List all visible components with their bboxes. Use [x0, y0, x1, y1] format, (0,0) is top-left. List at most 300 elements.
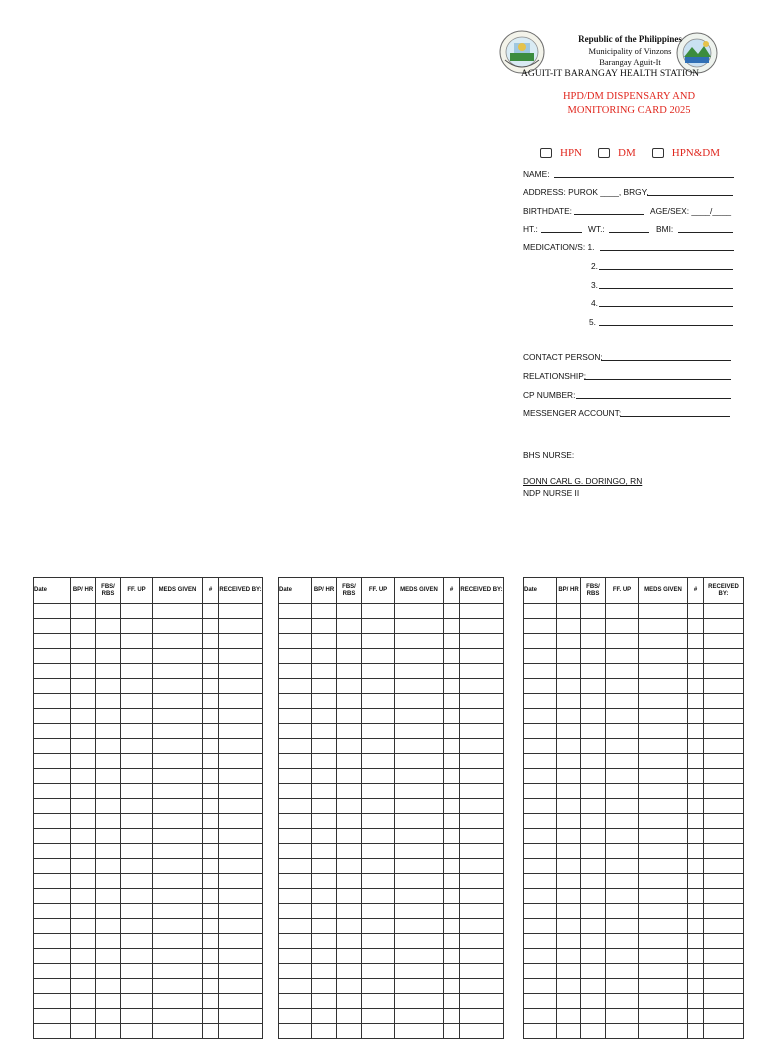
table-cell[interactable] — [639, 799, 688, 814]
table-cell[interactable] — [688, 919, 704, 934]
table-cell[interactable] — [524, 994, 557, 1009]
table-cell[interactable] — [362, 619, 395, 634]
table-cell[interactable] — [279, 604, 312, 619]
table-cell[interactable] — [153, 949, 203, 964]
ht-field[interactable] — [541, 232, 582, 233]
table-cell[interactable] — [337, 724, 362, 739]
table-cell[interactable] — [71, 679, 96, 694]
table-cell[interactable] — [279, 709, 312, 724]
table-cell[interactable] — [444, 649, 460, 664]
medication-5-field[interactable] — [599, 325, 733, 326]
table-cell[interactable] — [219, 604, 263, 619]
table-cell[interactable] — [639, 829, 688, 844]
table-cell[interactable] — [203, 679, 219, 694]
table-cell[interactable] — [34, 619, 71, 634]
table-cell[interactable] — [444, 799, 460, 814]
table-cell[interactable] — [639, 859, 688, 874]
table-cell[interactable] — [688, 694, 704, 709]
table-cell[interactable] — [312, 664, 337, 679]
table-cell[interactable] — [524, 679, 557, 694]
table-cell[interactable] — [444, 904, 460, 919]
table-cell[interactable] — [121, 679, 153, 694]
table-cell[interactable] — [460, 634, 504, 649]
table-cell[interactable] — [96, 814, 121, 829]
table-cell[interactable] — [96, 904, 121, 919]
table-cell[interactable] — [557, 784, 581, 799]
table-cell[interactable] — [704, 604, 744, 619]
table-cell[interactable] — [444, 619, 460, 634]
table-cell[interactable] — [704, 664, 744, 679]
table-cell[interactable] — [153, 979, 203, 994]
table-cell[interactable] — [279, 799, 312, 814]
table-cell[interactable] — [279, 859, 312, 874]
table-cell[interactable] — [96, 754, 121, 769]
table-cell[interactable] — [219, 709, 263, 724]
table-cell[interactable] — [395, 679, 444, 694]
table-cell[interactable] — [704, 859, 744, 874]
table-cell[interactable] — [395, 994, 444, 1009]
table-cell[interactable] — [704, 739, 744, 754]
medication-2-field[interactable] — [599, 269, 733, 270]
table-cell[interactable] — [362, 874, 395, 889]
table-cell[interactable] — [203, 949, 219, 964]
table-cell[interactable] — [639, 994, 688, 1009]
table-cell[interactable] — [362, 994, 395, 1009]
table-cell[interactable] — [704, 724, 744, 739]
table-cell[interactable] — [704, 919, 744, 934]
table-cell[interactable] — [524, 634, 557, 649]
table-cell[interactable] — [34, 934, 71, 949]
table-cell[interactable] — [395, 784, 444, 799]
table-cell[interactable] — [153, 634, 203, 649]
hpn-checkbox[interactable] — [540, 148, 552, 158]
table-cell[interactable] — [71, 754, 96, 769]
table-cell[interactable] — [203, 964, 219, 979]
table-cell[interactable] — [121, 724, 153, 739]
table-cell[interactable] — [71, 859, 96, 874]
table-cell[interactable] — [203, 649, 219, 664]
table-cell[interactable] — [219, 904, 263, 919]
table-cell[interactable] — [337, 604, 362, 619]
table-cell[interactable] — [704, 844, 744, 859]
table-cell[interactable] — [460, 754, 504, 769]
medication-3-field[interactable] — [599, 288, 733, 289]
table-cell[interactable] — [581, 754, 606, 769]
table-cell[interactable] — [639, 619, 688, 634]
table-cell[interactable] — [337, 739, 362, 754]
table-cell[interactable] — [460, 1009, 504, 1024]
table-cell[interactable] — [337, 799, 362, 814]
table-cell[interactable] — [444, 739, 460, 754]
table-cell[interactable] — [460, 694, 504, 709]
table-cell[interactable] — [121, 919, 153, 934]
table-cell[interactable] — [312, 994, 337, 1009]
table-cell[interactable] — [362, 889, 395, 904]
table-cell[interactable] — [524, 784, 557, 799]
table-cell[interactable] — [312, 1024, 337, 1039]
table-cell[interactable] — [639, 1024, 688, 1039]
table-cell[interactable] — [153, 709, 203, 724]
table-cell[interactable] — [279, 724, 312, 739]
table-cell[interactable] — [524, 739, 557, 754]
table-cell[interactable] — [71, 904, 96, 919]
table-cell[interactable] — [71, 994, 96, 1009]
table-cell[interactable] — [153, 739, 203, 754]
table-cell[interactable] — [704, 1024, 744, 1039]
table-cell[interactable] — [524, 1024, 557, 1039]
table-cell[interactable] — [704, 619, 744, 634]
table-cell[interactable] — [203, 784, 219, 799]
table-cell[interactable] — [395, 949, 444, 964]
table-cell[interactable] — [203, 709, 219, 724]
table-cell[interactable] — [524, 769, 557, 784]
table-cell[interactable] — [279, 754, 312, 769]
table-cell[interactable] — [444, 949, 460, 964]
table-cell[interactable] — [71, 889, 96, 904]
table-cell[interactable] — [444, 769, 460, 784]
table-cell[interactable] — [639, 739, 688, 754]
table-cell[interactable] — [312, 679, 337, 694]
table-cell[interactable] — [639, 784, 688, 799]
table-cell[interactable] — [121, 604, 153, 619]
table-cell[interactable] — [203, 694, 219, 709]
table-cell[interactable] — [639, 724, 688, 739]
table-cell[interactable] — [557, 889, 581, 904]
table-cell[interactable] — [606, 844, 639, 859]
table-cell[interactable] — [96, 604, 121, 619]
table-cell[interactable] — [395, 664, 444, 679]
table-cell[interactable] — [337, 649, 362, 664]
table-cell[interactable] — [203, 919, 219, 934]
table-cell[interactable] — [606, 679, 639, 694]
table-cell[interactable] — [362, 634, 395, 649]
table-cell[interactable] — [312, 844, 337, 859]
table-cell[interactable] — [606, 979, 639, 994]
table-cell[interactable] — [279, 994, 312, 1009]
table-cell[interactable] — [606, 754, 639, 769]
table-cell[interactable] — [704, 934, 744, 949]
table-cell[interactable] — [279, 934, 312, 949]
table-cell[interactable] — [460, 874, 504, 889]
table-cell[interactable] — [337, 919, 362, 934]
table-cell[interactable] — [395, 859, 444, 874]
table-cell[interactable] — [606, 784, 639, 799]
table-cell[interactable] — [153, 829, 203, 844]
table-cell[interactable] — [279, 889, 312, 904]
table-cell[interactable] — [557, 964, 581, 979]
table-cell[interactable] — [362, 649, 395, 664]
table-cell[interactable] — [524, 829, 557, 844]
table-cell[interactable] — [362, 919, 395, 934]
table-cell[interactable] — [581, 769, 606, 784]
table-cell[interactable] — [581, 649, 606, 664]
table-cell[interactable] — [312, 904, 337, 919]
table-cell[interactable] — [460, 964, 504, 979]
table-cell[interactable] — [312, 649, 337, 664]
table-cell[interactable] — [121, 769, 153, 784]
table-cell[interactable] — [524, 664, 557, 679]
table-cell[interactable] — [153, 874, 203, 889]
table-cell[interactable] — [581, 799, 606, 814]
table-cell[interactable] — [71, 799, 96, 814]
table-cell[interactable] — [203, 799, 219, 814]
table-cell[interactable] — [395, 754, 444, 769]
table-cell[interactable] — [688, 619, 704, 634]
table-cell[interactable] — [704, 1009, 744, 1024]
table-cell[interactable] — [362, 784, 395, 799]
table-cell[interactable] — [606, 694, 639, 709]
table-cell[interactable] — [524, 859, 557, 874]
table-cell[interactable] — [203, 889, 219, 904]
table-cell[interactable] — [312, 709, 337, 724]
table-cell[interactable] — [688, 979, 704, 994]
table-cell[interactable] — [444, 634, 460, 649]
table-cell[interactable] — [34, 709, 71, 724]
table-cell[interactable] — [34, 874, 71, 889]
table-cell[interactable] — [557, 979, 581, 994]
table-cell[interactable] — [557, 769, 581, 784]
table-cell[interactable] — [524, 904, 557, 919]
table-cell[interactable] — [203, 829, 219, 844]
table-cell[interactable] — [71, 829, 96, 844]
table-cell[interactable] — [444, 754, 460, 769]
table-cell[interactable] — [524, 874, 557, 889]
table-cell[interactable] — [71, 1009, 96, 1024]
table-cell[interactable] — [219, 619, 263, 634]
table-cell[interactable] — [524, 934, 557, 949]
table-cell[interactable] — [219, 799, 263, 814]
table-cell[interactable] — [279, 784, 312, 799]
table-cell[interactable] — [581, 844, 606, 859]
table-cell[interactable] — [688, 1024, 704, 1039]
table-cell[interactable] — [219, 934, 263, 949]
table-cell[interactable] — [704, 814, 744, 829]
table-cell[interactable] — [219, 874, 263, 889]
table-cell[interactable] — [639, 919, 688, 934]
table-cell[interactable] — [121, 1009, 153, 1024]
table-cell[interactable] — [203, 904, 219, 919]
table-cell[interactable] — [395, 934, 444, 949]
table-cell[interactable] — [121, 994, 153, 1009]
table-cell[interactable] — [581, 979, 606, 994]
table-cell[interactable] — [203, 874, 219, 889]
table-cell[interactable] — [524, 754, 557, 769]
table-cell[interactable] — [96, 1024, 121, 1039]
table-cell[interactable] — [279, 619, 312, 634]
table-cell[interactable] — [279, 829, 312, 844]
table-cell[interactable] — [279, 739, 312, 754]
table-cell[interactable] — [71, 709, 96, 724]
table-cell[interactable] — [34, 649, 71, 664]
table-cell[interactable] — [121, 949, 153, 964]
table-cell[interactable] — [639, 664, 688, 679]
table-cell[interactable] — [279, 964, 312, 979]
table-cell[interactable] — [219, 649, 263, 664]
table-cell[interactable] — [121, 634, 153, 649]
table-cell[interactable] — [219, 829, 263, 844]
table-cell[interactable] — [606, 904, 639, 919]
table-cell[interactable] — [524, 919, 557, 934]
cp-number-field[interactable] — [576, 398, 731, 399]
table-cell[interactable] — [581, 664, 606, 679]
table-cell[interactable] — [606, 919, 639, 934]
table-cell[interactable] — [581, 709, 606, 724]
table-cell[interactable] — [34, 949, 71, 964]
table-cell[interactable] — [96, 874, 121, 889]
table-cell[interactable] — [639, 949, 688, 964]
table-cell[interactable] — [395, 604, 444, 619]
table-cell[interactable] — [34, 844, 71, 859]
table-cell[interactable] — [688, 889, 704, 904]
table-cell[interactable] — [606, 994, 639, 1009]
table-cell[interactable] — [121, 979, 153, 994]
table-cell[interactable] — [688, 949, 704, 964]
table-cell[interactable] — [444, 664, 460, 679]
table-cell[interactable] — [34, 604, 71, 619]
table-cell[interactable] — [688, 799, 704, 814]
table-cell[interactable] — [279, 694, 312, 709]
table-cell[interactable] — [460, 889, 504, 904]
table-cell[interactable] — [524, 814, 557, 829]
table-cell[interactable] — [581, 1024, 606, 1039]
table-cell[interactable] — [153, 859, 203, 874]
table-cell[interactable] — [557, 844, 581, 859]
table-cell[interactable] — [203, 1009, 219, 1024]
table-cell[interactable] — [688, 664, 704, 679]
table-cell[interactable] — [606, 1009, 639, 1024]
table-cell[interactable] — [460, 979, 504, 994]
table-cell[interactable] — [581, 919, 606, 934]
table-cell[interactable] — [395, 829, 444, 844]
table-cell[interactable] — [203, 1024, 219, 1039]
medication-4-field[interactable] — [599, 306, 733, 307]
table-cell[interactable] — [337, 964, 362, 979]
table-cell[interactable] — [121, 934, 153, 949]
table-cell[interactable] — [704, 769, 744, 784]
table-cell[interactable] — [121, 619, 153, 634]
table-cell[interactable] — [606, 814, 639, 829]
table-cell[interactable] — [688, 724, 704, 739]
table-cell[interactable] — [704, 784, 744, 799]
table-cell[interactable] — [581, 874, 606, 889]
table-cell[interactable] — [96, 979, 121, 994]
table-cell[interactable] — [639, 634, 688, 649]
address-field[interactable] — [647, 195, 733, 196]
table-cell[interactable] — [639, 649, 688, 664]
table-cell[interactable] — [312, 964, 337, 979]
table-cell[interactable] — [153, 889, 203, 904]
wt-field[interactable] — [609, 232, 649, 233]
table-cell[interactable] — [557, 724, 581, 739]
table-cell[interactable] — [688, 829, 704, 844]
table-cell[interactable] — [71, 619, 96, 634]
table-cell[interactable] — [153, 1024, 203, 1039]
table-cell[interactable] — [96, 949, 121, 964]
table-cell[interactable] — [606, 874, 639, 889]
table-cell[interactable] — [444, 829, 460, 844]
table-cell[interactable] — [279, 874, 312, 889]
table-cell[interactable] — [203, 664, 219, 679]
table-cell[interactable] — [219, 889, 263, 904]
table-cell[interactable] — [395, 799, 444, 814]
table-cell[interactable] — [203, 814, 219, 829]
table-cell[interactable] — [557, 1009, 581, 1024]
table-cell[interactable] — [219, 964, 263, 979]
table-cell[interactable] — [524, 1009, 557, 1024]
table-cell[interactable] — [219, 1009, 263, 1024]
table-cell[interactable] — [362, 724, 395, 739]
table-cell[interactable] — [524, 649, 557, 664]
table-cell[interactable] — [606, 604, 639, 619]
table-cell[interactable] — [557, 859, 581, 874]
table-cell[interactable] — [219, 814, 263, 829]
table-cell[interactable] — [121, 874, 153, 889]
table-cell[interactable] — [606, 799, 639, 814]
table-cell[interactable] — [203, 619, 219, 634]
table-cell[interactable] — [337, 769, 362, 784]
table-cell[interactable] — [337, 904, 362, 919]
table-cell[interactable] — [153, 784, 203, 799]
table-cell[interactable] — [688, 769, 704, 784]
table-cell[interactable] — [460, 679, 504, 694]
table-cell[interactable] — [96, 694, 121, 709]
table-cell[interactable] — [362, 1009, 395, 1024]
table-cell[interactable] — [395, 724, 444, 739]
table-cell[interactable] — [444, 709, 460, 724]
table-cell[interactable] — [688, 634, 704, 649]
table-cell[interactable] — [460, 649, 504, 664]
table-cell[interactable] — [460, 739, 504, 754]
table-cell[interactable] — [460, 844, 504, 859]
table-cell[interactable] — [362, 1024, 395, 1039]
table-cell[interactable] — [704, 979, 744, 994]
table-cell[interactable] — [606, 619, 639, 634]
table-cell[interactable] — [153, 664, 203, 679]
table-cell[interactable] — [337, 679, 362, 694]
table-cell[interactable] — [71, 694, 96, 709]
table-cell[interactable] — [203, 754, 219, 769]
table-cell[interactable] — [688, 739, 704, 754]
table-cell[interactable] — [688, 649, 704, 664]
table-cell[interactable] — [395, 919, 444, 934]
table-cell[interactable] — [606, 1024, 639, 1039]
table-cell[interactable] — [121, 739, 153, 754]
table-cell[interactable] — [362, 964, 395, 979]
table-cell[interactable] — [34, 1009, 71, 1024]
table-cell[interactable] — [395, 889, 444, 904]
table-cell[interactable] — [557, 829, 581, 844]
table-cell[interactable] — [121, 964, 153, 979]
table-cell[interactable] — [362, 664, 395, 679]
table-cell[interactable] — [219, 679, 263, 694]
table-cell[interactable] — [557, 874, 581, 889]
table-cell[interactable] — [639, 844, 688, 859]
hpn-dm-checkbox[interactable] — [652, 148, 664, 158]
table-cell[interactable] — [557, 619, 581, 634]
table-cell[interactable] — [395, 709, 444, 724]
table-cell[interactable] — [337, 844, 362, 859]
table-cell[interactable] — [444, 919, 460, 934]
table-cell[interactable] — [444, 964, 460, 979]
table-cell[interactable] — [688, 709, 704, 724]
table-cell[interactable] — [34, 904, 71, 919]
table-cell[interactable] — [460, 919, 504, 934]
table-cell[interactable] — [395, 739, 444, 754]
table-cell[interactable] — [312, 619, 337, 634]
table-cell[interactable] — [71, 919, 96, 934]
table-cell[interactable] — [337, 784, 362, 799]
table-cell[interactable] — [312, 1009, 337, 1024]
